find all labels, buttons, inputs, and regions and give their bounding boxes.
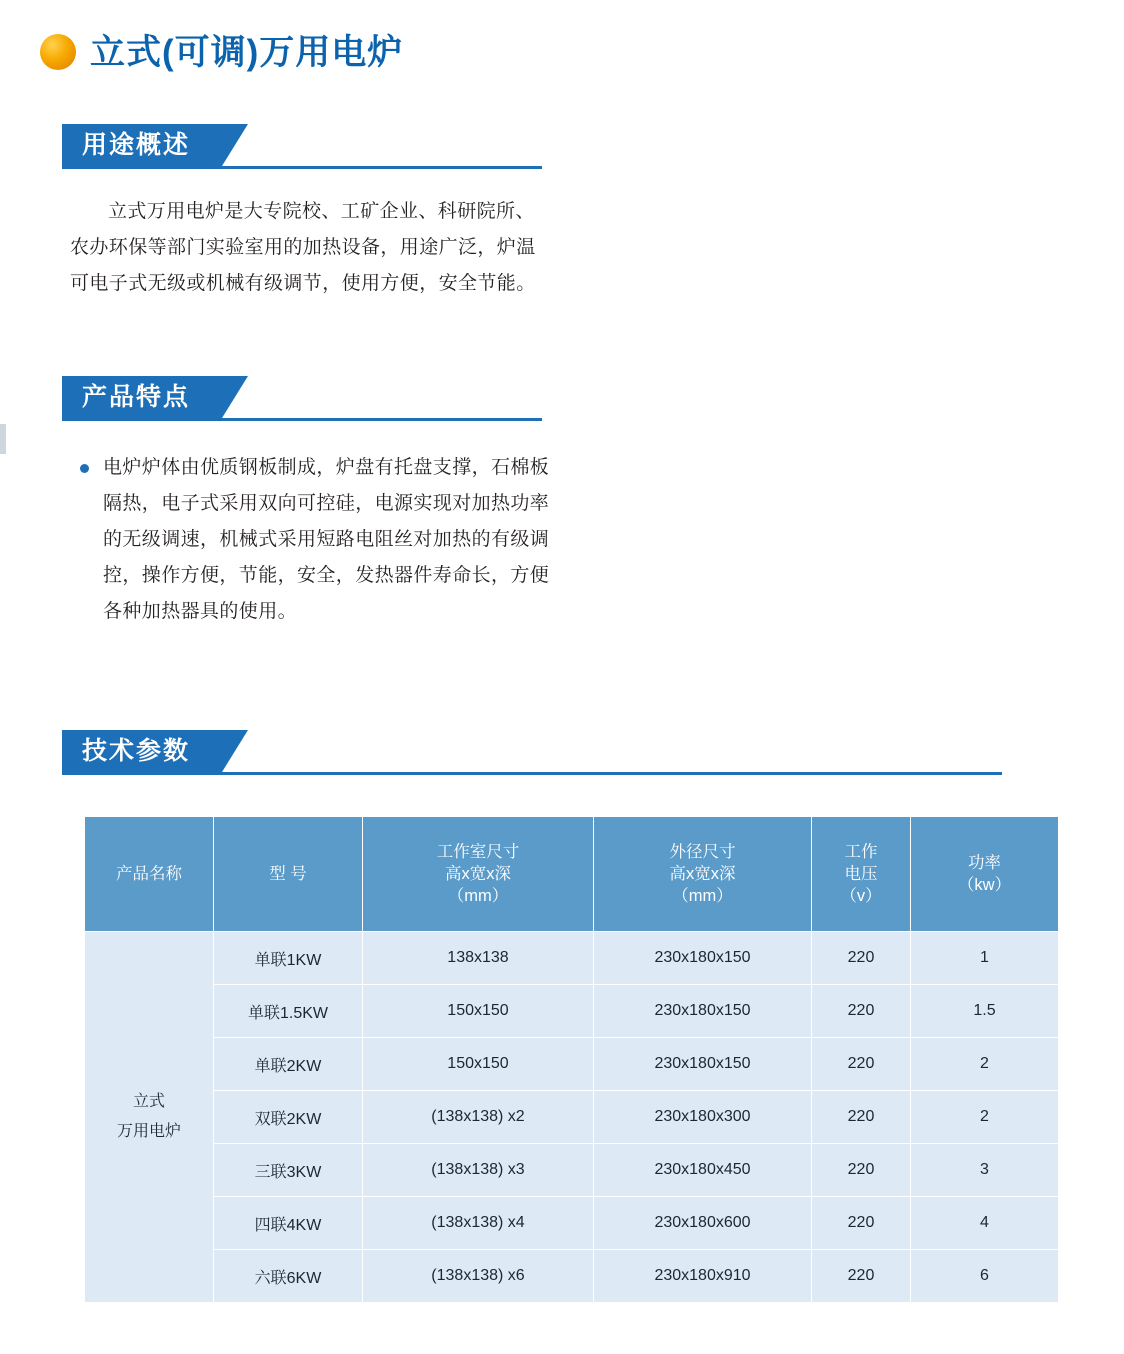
header-voltage [812, 817, 911, 932]
cell-voltage: 220 [812, 932, 911, 985]
header-product-name [85, 817, 214, 932]
table-row [85, 1197, 1059, 1250]
features-bullet-text: 电炉炉体由优质钢板制成，炉盘有托盘支撑，石棉板隔热，电子式采用双向可控硅，电源实现对加热功率的无级调速，机械式采用短路电阻丝对加热的有级调控，操作方便，节能，安全，发热器件寿命长，方便各种加热器具的使用。 [103, 457, 550, 622]
cell-product-name [85, 932, 214, 1303]
section-features-rule [62, 418, 542, 421]
cell-power: 6 [911, 1250, 1059, 1303]
cell-model: 六联6KW [214, 1250, 363, 1303]
cell-voltage: 220 [812, 1250, 911, 1303]
bullet-dot-icon [80, 464, 89, 473]
cell-power: 1.5 [911, 985, 1059, 1038]
header-outer-line3: （mm） [672, 887, 733, 905]
page-title: 立式(可调)万用电炉 [90, 32, 404, 72]
cell-model: 四联4KW [214, 1197, 363, 1250]
cell-power: 1 [911, 932, 1059, 985]
header-chamber-size [363, 817, 594, 932]
page-title-row [0, 0, 1124, 70]
overview-paragraph: 立式万用电炉是大专院校、工矿企业、科研院所、农办环保等部门实验室用的加热设备，用途广泛，炉温可电子式无级或机械有级调节，使用方便，安全节能。 [70, 201, 536, 294]
section-overview-title: 用途概述 [82, 130, 191, 159]
section-features [62, 376, 1124, 630]
header-model-line1: 型 号 [269, 865, 307, 883]
section-features-title: 产品特点 [82, 382, 191, 411]
section-specs [62, 730, 1124, 774]
cell-power: 2 [911, 1091, 1059, 1144]
cell-power: 3 [911, 1144, 1059, 1197]
header-power-line2: （kw） [957, 876, 1012, 894]
header-voltage-line1: 工作 [844, 843, 878, 861]
section-overview-tab-arrow [222, 124, 248, 166]
cell-chamber-size: (138x138) x2 [363, 1091, 594, 1144]
section-specs-tab [62, 730, 222, 772]
section-specs-rule [62, 772, 1002, 775]
section-specs-header [62, 730, 1124, 774]
page-edge-marker [0, 424, 6, 454]
header-power [911, 817, 1059, 932]
header-power-line1: 功率 [968, 854, 1001, 872]
cell-outer-size: 230x180x150 [594, 985, 812, 1038]
cell-model: 单联1KW [214, 932, 363, 985]
header-product-name-line1: 产品名称 [116, 865, 182, 883]
table-row [85, 1038, 1059, 1091]
section-overview-rule [62, 166, 542, 169]
spec-table [84, 816, 1059, 1303]
spec-table-head [85, 817, 1059, 932]
cell-model: 三联3KW [214, 1144, 363, 1197]
header-voltage-line3: （v） [840, 887, 882, 905]
cell-outer-size: 230x180x600 [594, 1197, 812, 1250]
cell-power: 4 [911, 1197, 1059, 1250]
cell-chamber-size: 138x138 [363, 932, 594, 985]
cell-voltage: 220 [812, 1197, 911, 1250]
features-bullet-item [70, 450, 570, 630]
table-row [85, 985, 1059, 1038]
cell-chamber-size: 150x150 [363, 985, 594, 1038]
cell-outer-size: 230x180x150 [594, 1038, 812, 1091]
cell-model: 双联2KW [214, 1091, 363, 1144]
cell-chamber-size: (138x138) x6 [363, 1250, 594, 1303]
section-overview-header [62, 124, 1124, 168]
cell-chamber-size: (138x138) x3 [363, 1144, 594, 1197]
table-row [85, 1250, 1059, 1303]
cell-voltage: 220 [812, 1038, 911, 1091]
cell-product-name-line2: 万用电炉 [116, 1123, 181, 1140]
section-specs-title: 技术参数 [82, 736, 191, 765]
cell-outer-size: 230x180x150 [594, 932, 812, 985]
table-row [85, 932, 1059, 985]
cell-outer-size: 230x180x450 [594, 1144, 812, 1197]
section-overview [62, 124, 1124, 302]
cell-outer-size: 230x180x910 [594, 1250, 812, 1303]
header-voltage-line2: 电压 [844, 865, 878, 883]
header-chamber-line3: （mm） [447, 887, 509, 905]
cell-voltage: 220 [812, 1091, 911, 1144]
table-row [85, 1144, 1059, 1197]
spec-table-body [85, 932, 1059, 1303]
cell-chamber-size: 150x150 [363, 1038, 594, 1091]
table-row [85, 1091, 1059, 1144]
section-overview-tab [62, 124, 222, 166]
bullet-sphere-icon [40, 34, 76, 70]
section-features-header [62, 376, 1124, 420]
cell-power: 2 [911, 1038, 1059, 1091]
section-features-tab-arrow [222, 376, 248, 418]
cell-product-name-line1: 立式 [132, 1093, 165, 1110]
cell-outer-size: 230x180x300 [594, 1091, 812, 1144]
header-chamber-line2: 高x宽x深 [445, 865, 511, 883]
cell-voltage: 220 [812, 985, 911, 1038]
section-features-tab [62, 376, 222, 418]
cell-chamber-size: (138x138) x4 [363, 1197, 594, 1250]
cell-model: 单联2KW [214, 1038, 363, 1091]
spec-table-wrapper [84, 816, 1040, 1303]
cell-voltage: 220 [812, 1144, 911, 1197]
header-outer-line2: 高x宽x深 [669, 865, 736, 883]
header-chamber-line1: 工作室尺寸 [436, 843, 520, 861]
cell-model: 单联1.5KW [214, 985, 363, 1038]
header-model [214, 817, 363, 932]
header-outer-size [594, 817, 812, 932]
header-outer-line1: 外径尺寸 [669, 843, 736, 861]
table-header-row [85, 817, 1059, 932]
section-specs-tab-arrow [222, 730, 248, 772]
